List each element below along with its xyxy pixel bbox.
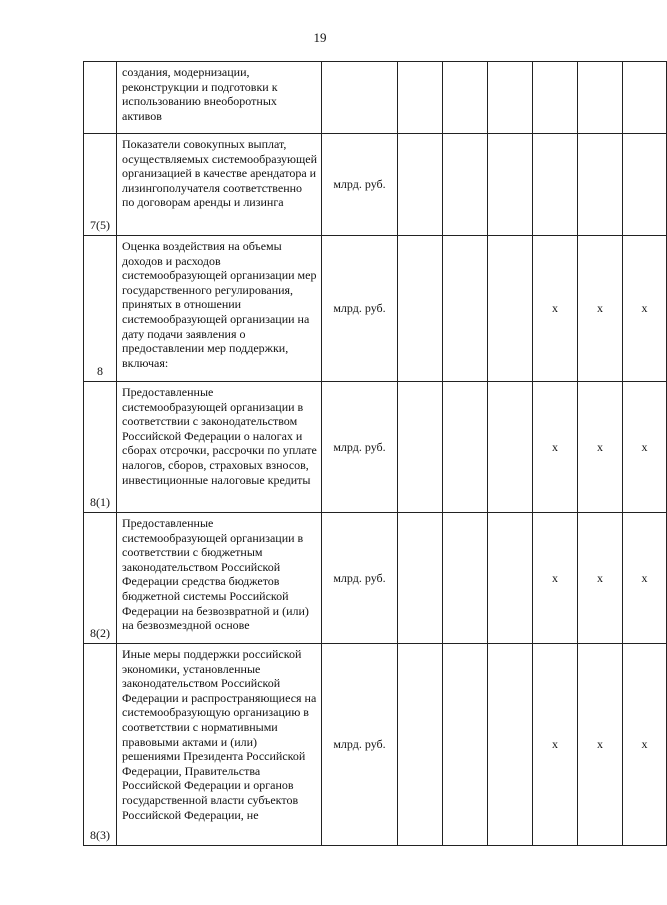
row-value-cell	[398, 134, 443, 236]
row-value-cell	[533, 134, 578, 236]
row-value-cell	[398, 62, 443, 134]
row-description: Показатели совокупных выплат, осуществляемых системообразующей организацией в качестве арендатора и лизингополучателя соответственно по договорам аренды и лизинга	[117, 134, 322, 236]
row-number: 8(2)	[84, 513, 117, 644]
row-value-cell	[488, 382, 533, 513]
table-row	[84, 134, 667, 236]
row-value-cell	[623, 62, 667, 134]
row-value-cell: x	[578, 236, 623, 382]
page-number: 19	[313, 30, 327, 45]
row-description: Оценка воздействия на объемы доходов и расходов системообразующей организации мер государственного регулирования, принятых в отношении системообразующей организации на дату подачи заявления о предоставлении мер поддержки, включая:	[117, 236, 322, 382]
row-value-cell	[623, 134, 667, 236]
row-unit: млрд. руб.	[322, 513, 398, 644]
row-value-cell: x	[533, 644, 578, 846]
row-number	[84, 62, 117, 134]
table-row	[84, 62, 667, 134]
row-value-cell	[488, 134, 533, 236]
row-value-cell	[443, 134, 488, 236]
row-value-cell	[488, 513, 533, 644]
row-value-cell: x	[533, 382, 578, 513]
row-value-cell: x	[623, 513, 667, 644]
row-value-cell	[443, 644, 488, 846]
table-body	[84, 62, 667, 846]
row-number: 7(5)	[84, 134, 117, 236]
row-value-cell	[398, 382, 443, 513]
row-value-cell: x	[578, 513, 623, 644]
row-value-cell: x	[623, 644, 667, 846]
row-value-cell	[533, 62, 578, 134]
row-value-cell	[443, 382, 488, 513]
row-number: 8(3)	[84, 644, 117, 846]
row-value-cell	[578, 134, 623, 236]
row-value-cell	[398, 513, 443, 644]
row-value-cell	[398, 236, 443, 382]
row-value-cell	[488, 62, 533, 134]
row-number: 8	[84, 236, 117, 382]
table-row	[84, 236, 667, 382]
row-value-cell	[443, 513, 488, 644]
row-unit: млрд. руб.	[322, 236, 398, 382]
row-unit: млрд. руб.	[322, 134, 398, 236]
indicators-table	[83, 61, 667, 846]
row-value-cell: x	[533, 513, 578, 644]
row-value-cell	[398, 644, 443, 846]
row-number: 8(1)	[84, 382, 117, 513]
row-value-cell	[488, 236, 533, 382]
row-description: Предоставленные системообразующей организации в соответствии с законодательством Российской Федерации о налогах и сборах отсрочки, рассрочки по уплате налогов, сборов, страховых взносов, инвестиционные налоговые кредиты	[117, 382, 322, 513]
row-value-cell: x	[623, 382, 667, 513]
row-unit: млрд. руб.	[322, 382, 398, 513]
row-value-cell	[488, 644, 533, 846]
row-value-cell: x	[623, 236, 667, 382]
row-description: Иные меры поддержки российской экономики, установленные законодательством Российской Федерации и распространяющиеся на системообразующую организацию в соответствии с нормативными правовыми актами и (или) решениями Президента Российской Федерации, Правительства Российской Федерации и органов государственной власти субъектов Российской Федерации, не	[117, 644, 322, 846]
row-value-cell: x	[578, 382, 623, 513]
row-value-cell	[443, 236, 488, 382]
table-row	[84, 644, 667, 846]
row-value-cell	[578, 62, 623, 134]
table-row	[84, 513, 667, 644]
row-value-cell: x	[578, 644, 623, 846]
row-description: создания, модернизации, реконструкции и подготовки к использованию внеоборотных активов	[117, 62, 322, 134]
row-value-cell	[443, 62, 488, 134]
row-unit	[322, 62, 398, 134]
row-description: Предоставленные системообразующей организации в соответствии с бюджетным законодательством Российской Федерации средства бюджетов бюджетной системы Российской Федерации на безвозвратной и (или) на безвозмездной основе	[117, 513, 322, 644]
table-row	[84, 382, 667, 513]
row-unit: млрд. руб.	[322, 644, 398, 846]
row-value-cell: x	[533, 236, 578, 382]
